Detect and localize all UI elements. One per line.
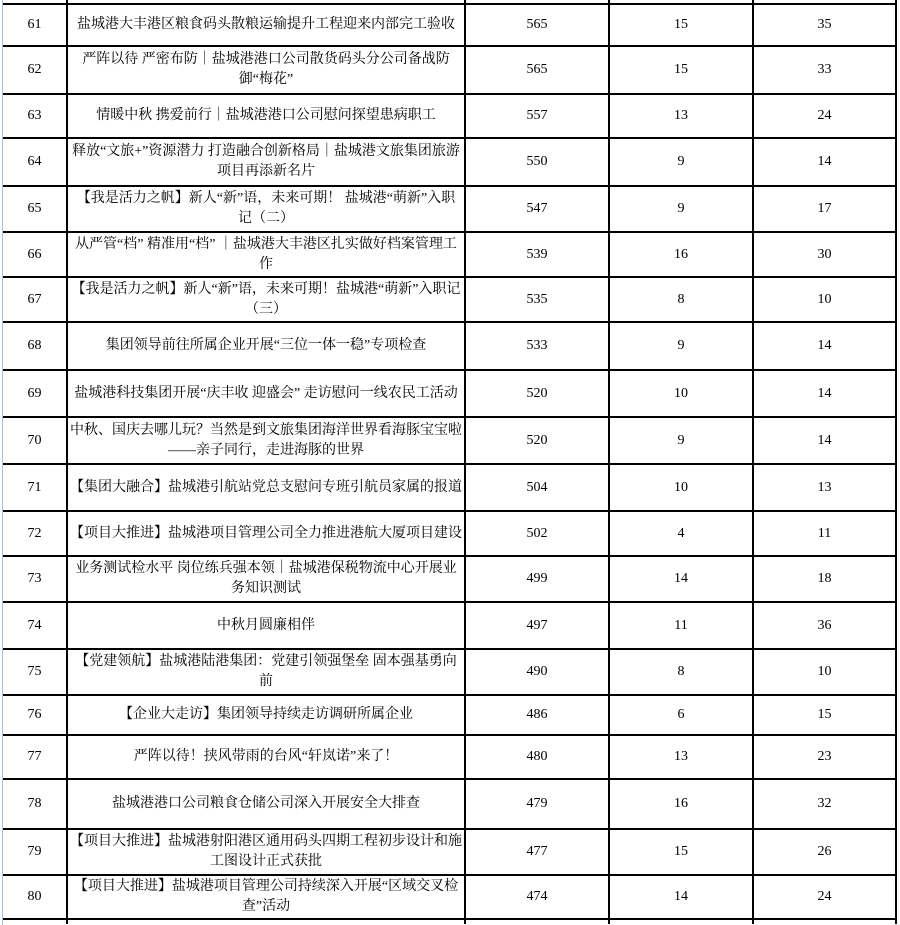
value-cell-b[interactable]: 6 xyxy=(609,695,753,735)
article-title-cell[interactable]: 【企业大走访】集团领导持续走访调研所属企业 xyxy=(67,695,465,735)
table-row xyxy=(3,829,896,875)
row-number-cell[interactable]: 67 xyxy=(3,277,67,322)
value-cell-b[interactable]: 16 xyxy=(609,779,753,829)
value-cell-a[interactable]: 474 xyxy=(465,875,609,919)
value-cell-a[interactable]: 565 xyxy=(465,46,609,94)
value-cell-b[interactable]: 10 xyxy=(609,370,753,417)
value-cell-b[interactable]: 11 xyxy=(609,602,753,649)
value-cell-c[interactable]: 36 xyxy=(753,602,896,649)
row-number-cell[interactable]: 71 xyxy=(3,464,67,511)
article-title-cell[interactable]: 业务测试检水平 岗位练兵强本领｜盐城港保税物流中心开展业务知识测试 xyxy=(67,556,465,602)
value-cell-a[interactable]: 520 xyxy=(465,417,609,464)
row-number-cell[interactable]: 62 xyxy=(3,46,67,94)
value-cell-c[interactable]: 14 xyxy=(753,370,896,417)
value-cell-b[interactable]: 8 xyxy=(609,649,753,695)
row-number-cell[interactable]: 74 xyxy=(3,602,67,649)
table-row xyxy=(3,464,896,511)
value-cell-c[interactable]: 32 xyxy=(753,779,896,829)
value-cell-c[interactable]: 17 xyxy=(753,186,896,232)
table-row xyxy=(3,417,896,464)
value-cell-b[interactable]: 10 xyxy=(609,464,753,511)
article-title-cell[interactable]: 从严管“档” 精准用“档” ｜盐城港大丰港区扎实做好档案管理工作 xyxy=(67,232,465,277)
table-row xyxy=(3,875,896,919)
value-cell-c[interactable]: 26 xyxy=(753,829,896,875)
article-title-cell[interactable]: 盐城港港口公司粮食仓储公司深入开展安全大排查 xyxy=(67,779,465,829)
row-number-cell[interactable]: 79 xyxy=(3,829,67,875)
value-cell-a[interactable]: 535 xyxy=(465,277,609,322)
row-number-cell[interactable]: 73 xyxy=(3,556,67,602)
article-title-cell[interactable]: 集团领导前往所属企业开展“三位一体一稳”专项检查 xyxy=(67,322,465,370)
article-title-cell[interactable]: 【集团大融合】盐城港引航站党总支慰问专班引航员家属的报道 xyxy=(67,464,465,511)
value-cell-a[interactable]: 520 xyxy=(465,370,609,417)
value-cell-a[interactable]: 502 xyxy=(465,511,609,556)
value-cell-b[interactable]: 4 xyxy=(609,511,753,556)
value-cell-b[interactable]: 9 xyxy=(609,186,753,232)
row-number-cell[interactable]: 63 xyxy=(3,94,67,138)
row-number-cell[interactable]: 65 xyxy=(3,186,67,232)
table-row xyxy=(3,277,896,322)
value-cell-a[interactable]: 480 xyxy=(465,735,609,779)
article-title-cell[interactable]: 严阵以待！挟风带雨的台风“轩岚诺”来了！ xyxy=(67,735,465,779)
value-cell-a[interactable]: 539 xyxy=(465,232,609,277)
article-title-cell[interactable]: 情暖中秋 携爱前行｜盐城港港口公司慰问探望患病职工 xyxy=(67,94,465,138)
value-cell-b[interactable]: 15 xyxy=(609,4,753,46)
article-title-cell[interactable]: 中秋月圆廉相伴 xyxy=(67,602,465,649)
value-cell-a[interactable]: 565 xyxy=(465,4,609,46)
value-cell-c[interactable]: 30 xyxy=(753,232,896,277)
value-cell-c[interactable]: 14 xyxy=(753,417,896,464)
table-row xyxy=(3,138,896,186)
partial-cell xyxy=(67,919,465,924)
partial-cell xyxy=(753,919,896,924)
article-title-cell[interactable]: 释放“文旅+”资源潜力 打造融合创新格局｜盐城港文旅集团旅游项目再添新名片 xyxy=(67,138,465,186)
table-row xyxy=(3,4,896,46)
value-cell-c[interactable]: 14 xyxy=(753,138,896,186)
article-title-cell[interactable]: 【项目大推进】盐城港项目管理公司全力推进港航大厦项目建设 xyxy=(67,511,465,556)
article-title-cell[interactable]: 盐城港科技集团开展“庆丰收 迎盛会” 走访慰问一线农民工活动 xyxy=(67,370,465,417)
value-cell-b[interactable]: 14 xyxy=(609,556,753,602)
article-title-cell[interactable]: 中秋、国庆去哪儿玩？当然是到文旅集团海洋世界看海豚宝宝啦——亲子同行，走进海豚的世界 xyxy=(67,417,465,464)
value-cell-c[interactable]: 35 xyxy=(753,4,896,46)
value-cell-a[interactable]: 477 xyxy=(465,829,609,875)
value-cell-b[interactable]: 15 xyxy=(609,46,753,94)
row-number-cell[interactable]: 69 xyxy=(3,370,67,417)
row-number-cell[interactable]: 72 xyxy=(3,511,67,556)
row-number-cell[interactable]: 61 xyxy=(3,4,67,46)
table-row xyxy=(3,649,896,695)
row-number-cell[interactable]: 70 xyxy=(3,417,67,464)
value-cell-c[interactable]: 10 xyxy=(753,649,896,695)
partial-cell xyxy=(465,919,609,924)
news-stats-table xyxy=(3,0,897,924)
partial-cell xyxy=(3,919,67,924)
value-cell-a[interactable]: 533 xyxy=(465,322,609,370)
value-cell-a[interactable]: 486 xyxy=(465,695,609,735)
table-row xyxy=(3,735,896,779)
row-number-cell[interactable]: 64 xyxy=(3,138,67,186)
article-title-cell[interactable]: 【项目大推进】盐城港射阳港区通用码头四期工程初步设计和施工图设计正式获批 xyxy=(67,829,465,875)
value-cell-a[interactable]: 479 xyxy=(465,779,609,829)
partial-cell xyxy=(609,919,753,924)
value-cell-a[interactable]: 499 xyxy=(465,556,609,602)
value-cell-a[interactable]: 490 xyxy=(465,649,609,695)
table-row xyxy=(3,186,896,232)
table-row xyxy=(3,232,896,277)
row-number-cell[interactable]: 77 xyxy=(3,735,67,779)
value-cell-c[interactable]: 14 xyxy=(753,322,896,370)
value-cell-c[interactable]: 15 xyxy=(753,695,896,735)
article-title-cell[interactable]: 【项目大推进】盐城港项目管理公司持续深入开展“区域交叉检查”活动 xyxy=(67,875,465,919)
article-title-cell[interactable]: 【党建领航】盐城港陆港集团：党建引领强堡垒 固本强基勇向前 xyxy=(67,649,465,695)
value-cell-b[interactable]: 15 xyxy=(609,829,753,875)
value-cell-b[interactable]: 13 xyxy=(609,735,753,779)
row-number-cell[interactable]: 68 xyxy=(3,322,67,370)
table-row xyxy=(3,322,896,370)
table-row xyxy=(3,779,896,829)
row-number-cell[interactable]: 76 xyxy=(3,695,67,735)
row-number-cell[interactable]: 75 xyxy=(3,649,67,695)
value-cell-b[interactable]: 13 xyxy=(609,94,753,138)
row-number-cell[interactable]: 80 xyxy=(3,875,67,919)
row-number-cell[interactable]: 66 xyxy=(3,232,67,277)
value-cell-b[interactable]: 9 xyxy=(609,138,753,186)
table-row xyxy=(3,94,896,138)
value-cell-a[interactable]: 547 xyxy=(465,186,609,232)
value-cell-b[interactable]: 14 xyxy=(609,875,753,919)
value-cell-c[interactable]: 24 xyxy=(753,94,896,138)
table-row xyxy=(3,511,896,556)
value-cell-b[interactable]: 8 xyxy=(609,277,753,322)
value-cell-a[interactable]: 497 xyxy=(465,602,609,649)
article-title-cell[interactable]: 【我是活力之帆】新人“新”语，未来可期！ 盐城港“萌新”入职记（二） xyxy=(67,186,465,232)
value-cell-c[interactable]: 13 xyxy=(753,464,896,511)
table-row xyxy=(3,370,896,417)
value-cell-c[interactable]: 24 xyxy=(753,875,896,919)
article-title-cell[interactable]: 严阵以待 严密布防｜盐城港港口公司散货码头分公司备战防御“梅花” xyxy=(67,46,465,94)
value-cell-a[interactable]: 504 xyxy=(465,464,609,511)
table-row xyxy=(3,602,896,649)
table-row xyxy=(3,556,896,602)
partial-row-bottom xyxy=(3,919,896,924)
value-cell-b[interactable]: 16 xyxy=(609,232,753,277)
value-cell-c[interactable]: 33 xyxy=(753,46,896,94)
article-title-cell[interactable]: 盐城港大丰港区粮食码头散粮运输提升工程迎来内部完工验收 xyxy=(67,4,465,46)
value-cell-c[interactable]: 10 xyxy=(753,277,896,322)
value-cell-c[interactable]: 11 xyxy=(753,511,896,556)
row-number-cell[interactable]: 78 xyxy=(3,779,67,829)
value-cell-c[interactable]: 23 xyxy=(753,735,896,779)
value-cell-a[interactable]: 550 xyxy=(465,138,609,186)
table-row xyxy=(3,695,896,735)
value-cell-c[interactable]: 18 xyxy=(753,556,896,602)
value-cell-a[interactable]: 557 xyxy=(465,94,609,138)
value-cell-b[interactable]: 9 xyxy=(609,417,753,464)
value-cell-b[interactable]: 9 xyxy=(609,322,753,370)
table-row xyxy=(3,46,896,94)
article-title-cell[interactable]: 【我是活力之帆】新人“新”语，未来可期！盐城港“萌新”入职记（三） xyxy=(67,277,465,322)
